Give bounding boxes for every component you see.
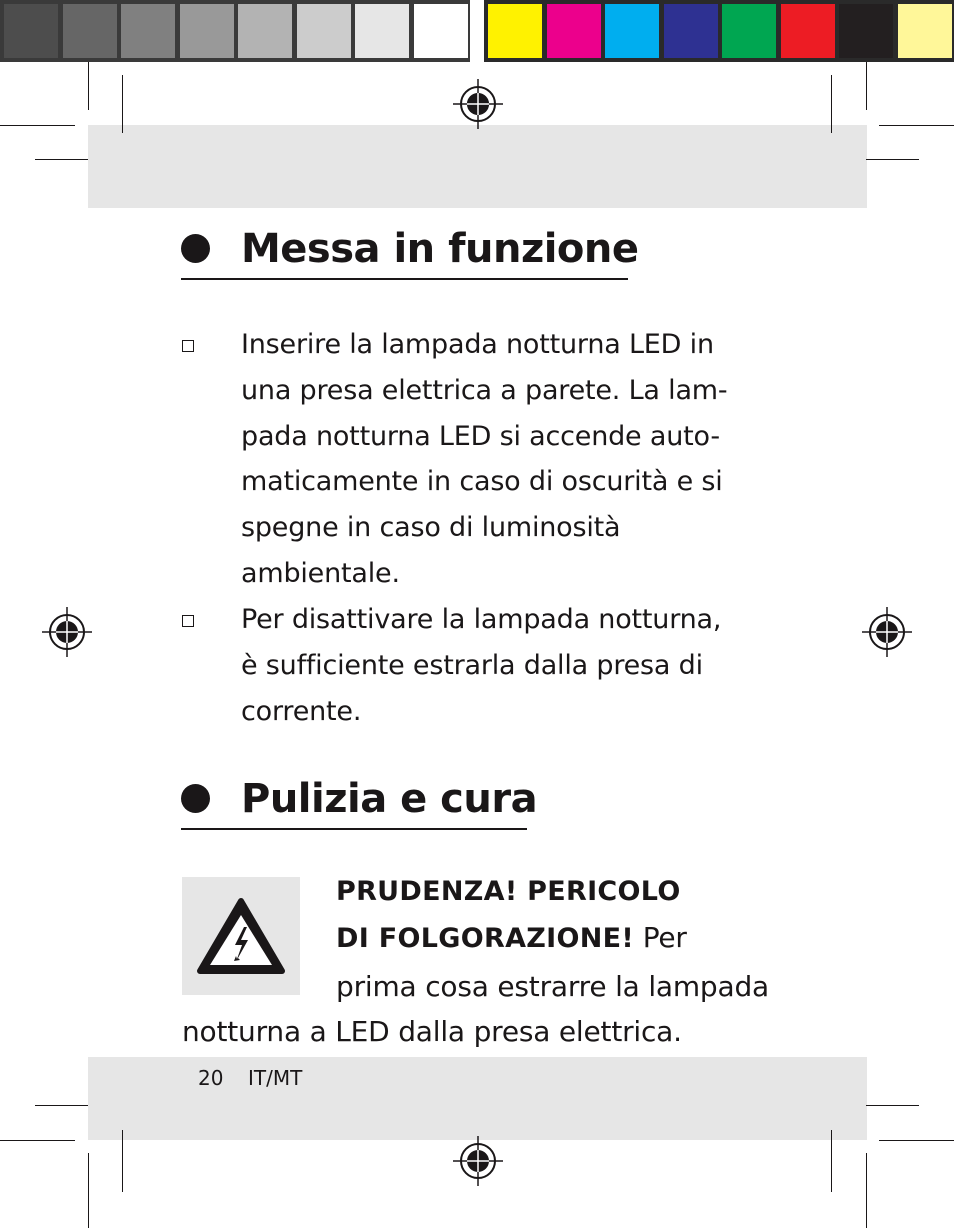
color-swatch [547, 4, 601, 58]
registration-mark-icon [453, 1136, 503, 1186]
grey-swatch [121, 4, 175, 58]
page-number: 20 [198, 1066, 224, 1090]
text-line: pada notturna LED si accende auto- [241, 420, 720, 452]
registration-mark-icon [862, 607, 912, 657]
checkbox-bullet-icon [182, 615, 194, 627]
text-line: Inserire la lampada notturna LED in [241, 329, 714, 360]
grey-swatch [355, 4, 409, 58]
text-line: una presa elettrica a parete. La lam- [241, 374, 728, 406]
text-line: Per disattivare la lampada notturna, [241, 604, 722, 635]
text-line: è sufficiente estrarla dalla presa di [241, 649, 703, 681]
grey-swatch [414, 4, 468, 58]
grey-swatch [180, 4, 234, 58]
electric-shock-warning-icon [182, 877, 300, 995]
color-swatch [605, 4, 659, 58]
color-swatch [664, 4, 718, 58]
warning-title-line2: DI FOLGORAZIONE! [336, 923, 634, 954]
list-item-text [241, 322, 781, 597]
grey-swatch [297, 4, 351, 58]
color-swatch [898, 4, 952, 58]
registration-mark-icon [453, 79, 503, 129]
heading-underline [181, 828, 527, 830]
color-swatch [722, 4, 776, 58]
grey-swatch [4, 4, 58, 58]
list-item-text [241, 597, 781, 734]
heading-bullet-icon [181, 784, 210, 813]
registration-mark-icon [42, 607, 92, 657]
heading-bullet-icon [181, 234, 210, 263]
warning-text-line4: notturna a LED dalla presa elettrica. [182, 1015, 682, 1048]
section-title: Messa in funzione [241, 226, 639, 272]
locale-code: IT/MT [248, 1066, 303, 1090]
text-line: spegne in caso di luminosità [241, 512, 621, 544]
grey-swatch [238, 4, 292, 58]
color-swatch [781, 4, 835, 58]
warning-text-start: Per [642, 921, 687, 954]
warning-title-line1: PRUDENZA! PERICOLO [336, 876, 681, 907]
warning-text-line3: prima cosa estrarre la lampada [336, 970, 769, 1003]
color-swatch [488, 4, 542, 58]
color-swatch [839, 4, 893, 58]
checkbox-bullet-icon [182, 340, 194, 352]
text-line: ambientale. [241, 557, 400, 589]
grey-swatch [63, 4, 117, 58]
text-line: corrente. [241, 695, 362, 727]
text-line: maticamente in caso di oscurità e si [241, 466, 723, 498]
header-band [88, 125, 867, 208]
section-title: Pulizia e cura [241, 776, 538, 822]
warning-icon-box [182, 877, 300, 995]
warning-line2 [336, 915, 687, 962]
heading-underline [181, 278, 628, 280]
